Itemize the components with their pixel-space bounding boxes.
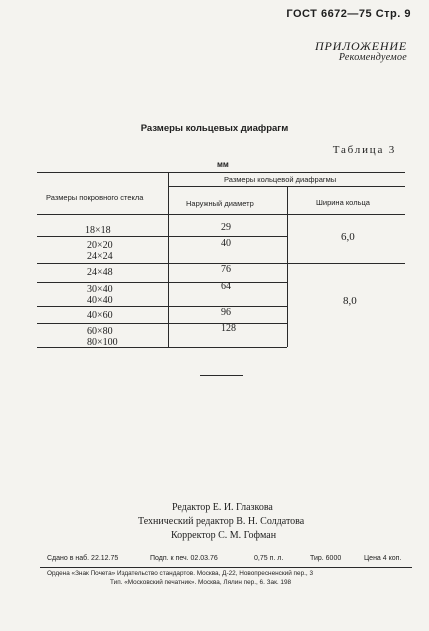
header-glass-size: Размеры покровного стекла <box>46 193 144 202</box>
column-divider <box>168 172 169 347</box>
glass-size-cell: 30×40 <box>87 284 113 295</box>
diameter-cell: 64 <box>221 281 231 292</box>
printer-line: Тип. «Московский печатник». Москва, Лялин пер., 6. Зак. 198 <box>110 579 292 586</box>
submitted-date: Сдано в наб. 22.12.75 <box>47 555 119 562</box>
column-divider <box>287 186 288 347</box>
glass-size-cell: 20×20 <box>87 240 113 251</box>
glass-size-cell: 18×18 <box>85 225 111 236</box>
ring-width-cell: 6,0 <box>341 231 355 243</box>
circulation: Тир. 6000 <box>310 555 342 562</box>
table-top-rule <box>37 172 405 173</box>
appendix-subtitle: Рекомендуемое <box>338 52 407 63</box>
page-header: ГОСТ 6672—75 Стр. 9 <box>286 8 411 20</box>
ring-width-cell: 8,0 <box>343 295 357 307</box>
diameter-cell: 40 <box>221 238 231 249</box>
header-outer-diameter: Наружный диаметр <box>186 199 254 208</box>
glass-size-cell: 40×60 <box>87 310 113 321</box>
header-ring-group: Размеры кольцевой диафрагмы <box>224 175 337 184</box>
row-rule <box>37 236 287 237</box>
glass-size-cell: 24×24 <box>87 251 113 262</box>
row-rule <box>37 282 287 283</box>
footer-rule <box>40 567 412 568</box>
unit-label: мм <box>217 160 229 169</box>
editor-credit: Редактор Е. И. Глазкова <box>172 502 273 513</box>
table-title: Размеры кольцевых диафрагм <box>140 123 289 134</box>
glass-size-cell: 24×48 <box>87 267 113 278</box>
appendix-title: ПРИЛОЖЕНИЕ <box>315 39 407 53</box>
glass-size-cell: 80×100 <box>87 337 118 348</box>
section-divider <box>200 375 243 376</box>
glass-size-cell: 40×40 <box>87 295 113 306</box>
publisher-line: Ордена «Знак Почета» Издательство стандартов. Москва, Д-22, Новопресненский пер., 3 <box>47 570 314 577</box>
diameter-cell: 96 <box>221 307 231 318</box>
price: Цена 4 коп. <box>364 555 402 562</box>
signed-date: Подп. к печ. 02.03.76 <box>150 555 218 562</box>
table-bottom-rule <box>37 347 287 348</box>
diameter-cell: 128 <box>221 323 236 334</box>
row-rule <box>37 306 287 307</box>
diameter-cell: 76 <box>221 264 231 275</box>
glass-size-cell: 60×80 <box>87 326 113 337</box>
tech-editor-credit: Технический редактор В. Н. Солдатова <box>138 516 305 527</box>
proofreader-credit: Корректор С. М. Гофман <box>171 530 277 541</box>
table-number: Таблица 3 <box>332 144 396 156</box>
row-rule <box>37 323 287 324</box>
header-bottom-rule <box>37 214 405 215</box>
header-ring-width: Ширина кольца <box>316 198 370 207</box>
sheet-count: 0,75 п. л. <box>254 555 284 562</box>
diameter-cell: 29 <box>221 222 231 233</box>
